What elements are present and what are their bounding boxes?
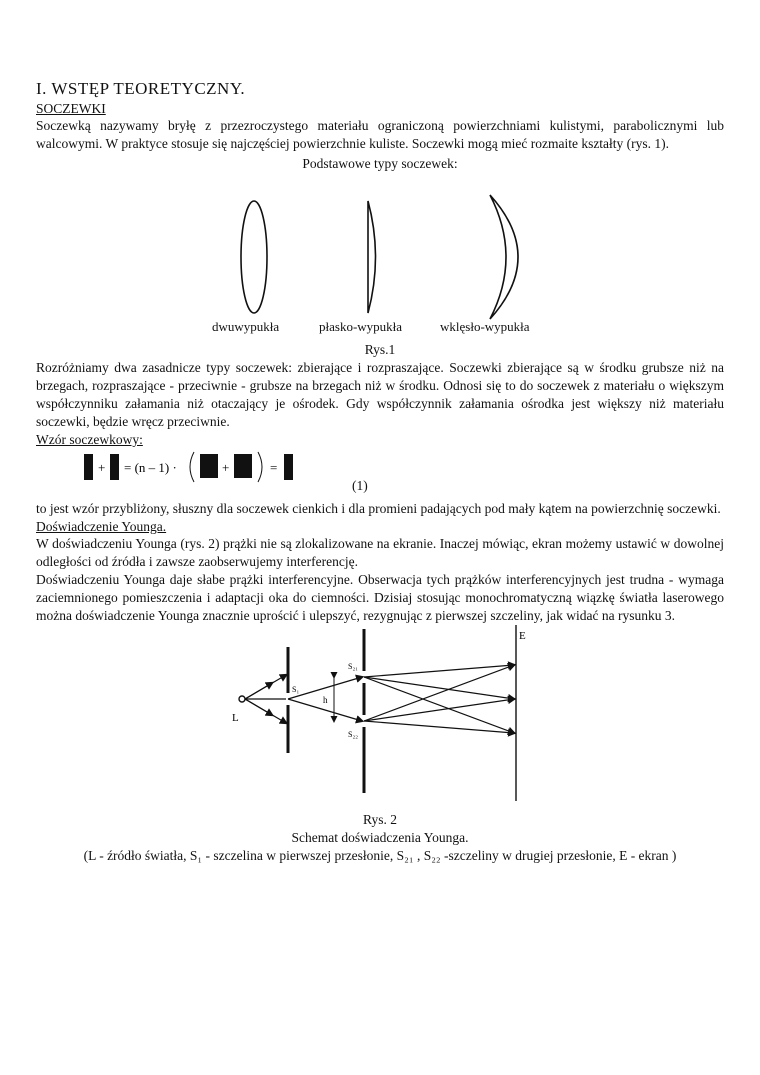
young-paragraph-1: W doświadczeniu Younga (rys. 2) prążki nie są zlokalizowane na ekranie. Inaczej mówiąc, ekran możemy ustawić w dowolnej odległości od źródła i zawsze zaobserwujemy interferencję. [36, 536, 724, 569]
figure-young-experiment [36, 625, 724, 811]
formula-term-4 [234, 454, 252, 478]
label-S22: S₂₂ [348, 730, 359, 739]
young-paragraph-2: Doświadczeniu Younga daje słabe prążki interferencyjne. Obserwacja tych prążków interferencyjnych jest trudna - wymaga zaciemnionego pomieszczenia i adaptacji oka do ciemności. Dzisiaj stosując monochromatyczną wiązkę światła laserowego można doświadczenie Younga znacznie uprościć i ulepszyć, rezygnując z pierwszej szczeliny, jak widać na rysunku 3. [36, 572, 724, 623]
section-formula-title: Wzór soczewkowy: [36, 432, 143, 447]
lens-formula [36, 448, 724, 500]
formula-plus-2: + [222, 460, 230, 475]
label-h: h [323, 695, 328, 705]
document-page [36, 78, 724, 865]
label-L: L [232, 712, 239, 724]
formula-term-1 [84, 454, 93, 480]
fig1-title: Podstawowe typy soczewek: [302, 156, 458, 171]
label-S1: S₁ [292, 685, 300, 694]
formula-term-3 [200, 454, 218, 478]
formula-drawing [76, 450, 336, 486]
lens-types-paragraph: Rozróżniamy dwa zasadnicze typy soczewek: zbierające i rozpraszające. Soczewki zbierające są w środku grubsze niż na brzegach, rozpraszające - przeciwnie - grubsze na brzegach niż w środku. Odnosi się to do soczewek z materiału o większym współczynniku załamania niż otaczający je ośrodek. Gdy współczynnik załamania ośrodka jest większy niż materiału soczewki, będzie wręcz przeciwnie. [36, 360, 724, 429]
formula-term-2 [110, 454, 119, 480]
formula-plus-1: + [98, 460, 106, 475]
young-schematic-drawing [36, 625, 724, 811]
lens-shapes-drawing [36, 173, 724, 341]
formula-equals-left: = (n – 1) · [124, 460, 177, 475]
formula-equals-right: = [270, 460, 278, 475]
light-source [239, 696, 245, 702]
section-lenses-title: SOCZEWKI [36, 101, 106, 116]
formula-number: (1) [352, 478, 368, 493]
page-heading: I. WSTĘP TEORETYCZNY. [36, 79, 246, 98]
section-young-title: Doświadczenie Younga. [36, 519, 167, 534]
formula-note-paragraph: to jest wzór przybliżony, słuszny dla soczewek cienkich i dla promieni padających pod mały kątem na powierzchnię soczewki. [36, 501, 721, 516]
fig2-legend: (L - źródło światła, S₁ - szczelina w pierwszej przesłonie, S₂₁ , S₂₂ -szczeliny w drugiej przesłonie, E - ekran ) [83, 848, 677, 863]
plano-convex-lens-shape [368, 201, 376, 313]
label-S21: S₂₁ [348, 662, 359, 671]
meniscus-lens-shape [490, 195, 518, 319]
fig2-title: Schemat doświadczenia Younga. [291, 830, 469, 845]
label-plano-convex: płasko-wypukła [319, 319, 403, 334]
biconvex-lens-shape [241, 201, 267, 313]
label-biconvex: dwuwypukła [212, 319, 280, 334]
formula-term-5 [284, 454, 293, 480]
label-E: E [519, 630, 526, 642]
lenses-intro-paragraph: Soczewką nazywamy bryłę z przezroczystego materiału ograniczoną powierzchniami kulistymi, parabolicznymi lub walcowymi. W praktyce stosuje się najczęściej powierzchnie kuliste. Soczewki mogą mieć rozmaite kształty (rys. 1). [36, 118, 724, 151]
fig1-caption: Rys.1 [364, 342, 396, 357]
label-concave-convex: wklęsło-wypukła [440, 319, 530, 334]
fig2-caption: Rys. 2 [363, 812, 397, 827]
figure-lens-types [36, 173, 724, 341]
